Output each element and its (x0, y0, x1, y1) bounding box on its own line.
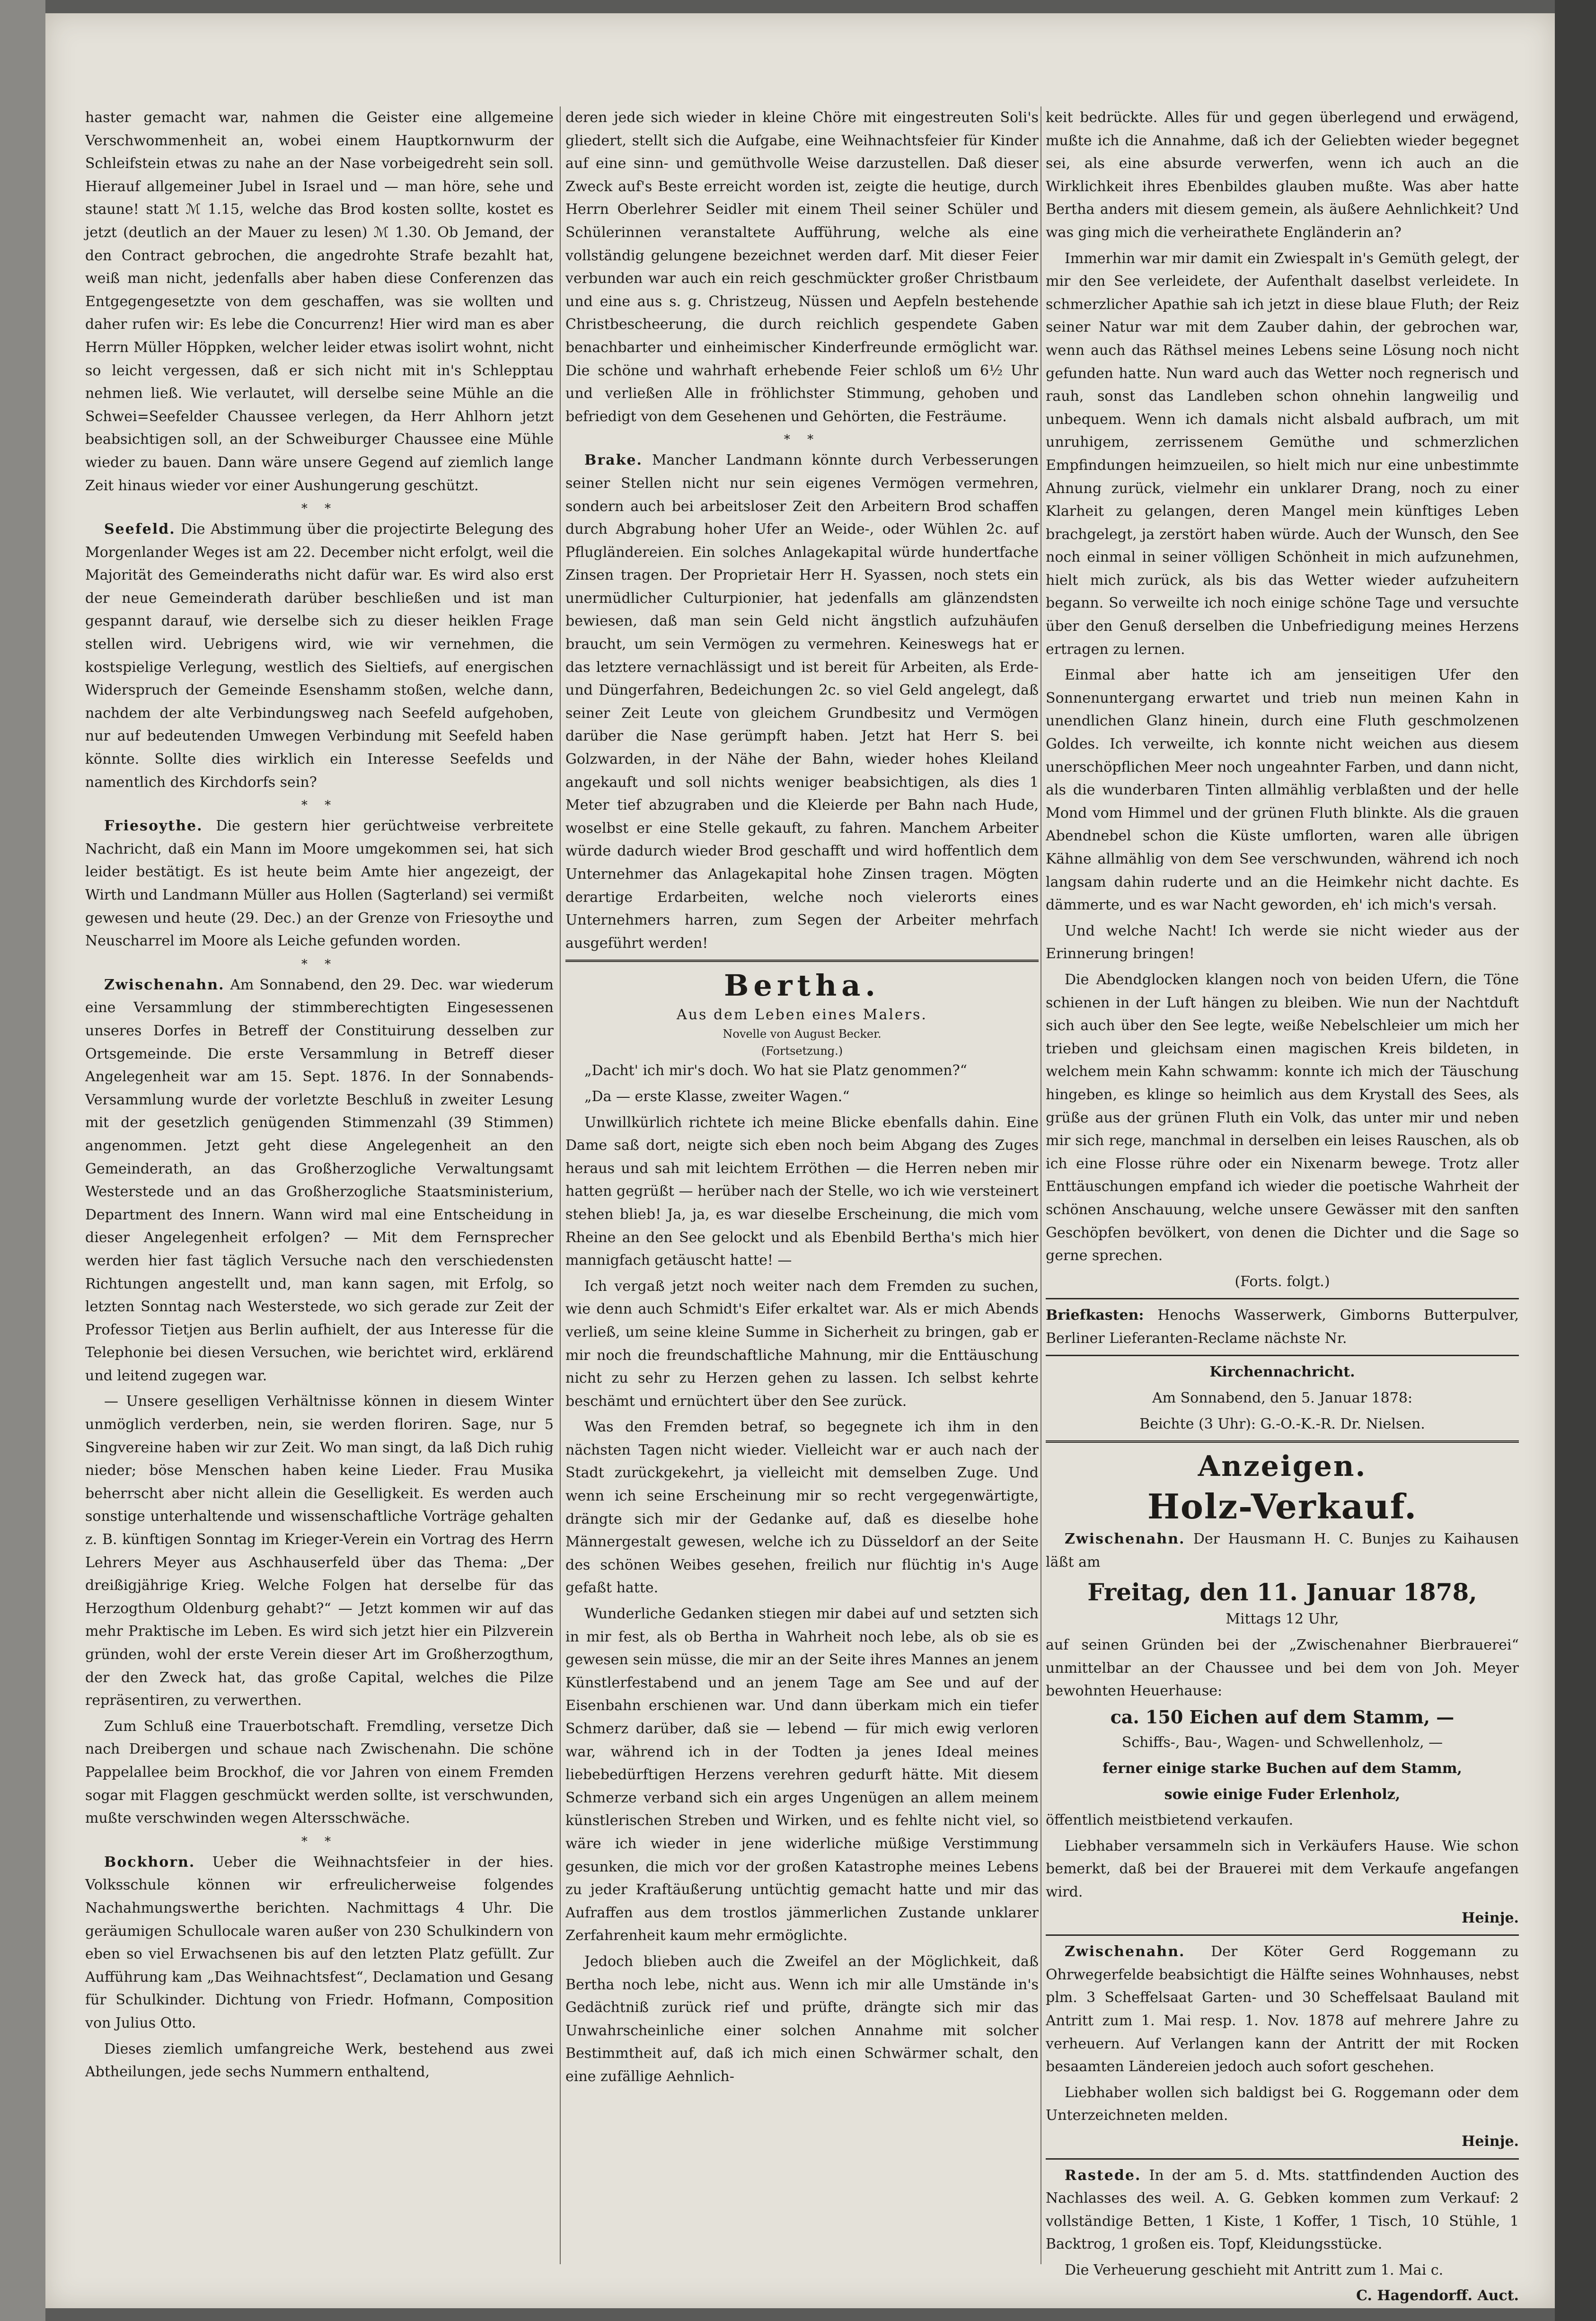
place-zwischenahn: Zwischenahn. (104, 976, 225, 993)
church-news-detail: Beichte (3 Uhr): G.-O.-K.-R. Dr. Nielsen. (1139, 1415, 1425, 1432)
ad-holz-note: Liebhaber versammeln sich in Verkäufers Hause. Wie schon bemerkt, daß bei der Brauerei mit dem Verkaufe angefangen wird. (1046, 1837, 1519, 1900)
article-zwischenahn-2: — Unsere geselligen Verhältnisse können in diesem Winter unmöglich verderben, nein, sie werden floriren. Sage, nur 5 Singvereine haben wir zur Zeit. Wo man singt, da laß Dich ruhig nieder; böse Menschen haben keine Lieder. Frau Musika beherrscht aber nicht allein die Geselligkeit. Es werden auch sonstige unterhaltende und wissenschaftliche Vorträge gehalten z. B. künftigen Sonntag im Krieger-Verein ein Vortrag des Herrn Lehrers Meyer aus Aschhauserfeld über das Thema: „Der dreißigjährige Krieg. Welche Folgen hat derselbe für das Herzogthum Oldenburg gehabt?“ — Jetzt kommen wir auf das mehr Praktische im Leben. Es wird sich jetzt hier ein Pilzverein gründen, wohl der erste Verein dieser Art im Großherzogthum, der den Zweck hat, das große Capital, welches die Pilze repräsentiren, zu verwerthen. (85, 1393, 554, 1709)
article-continuation: deren jede sich wieder in kleine Chöre mit eingestreuten Soli's gliedert, stellt sich die Aufgabe, eine Weihnachtsfeier für Kinder auf eine sinn- und gemüthvolle Weise darzustellen. Daß dieser Zweck auf's Beste erreicht worden ist, zeigte die heutige, durch Herrn Oberlehrer Seidler mit einem Theil seiner Schüler und Schülerinnen veranstaltete Aufführung, welche als eine vollständig gelungene bezeichnet werden darf. Mit dieser Feier verbunden war auch ein reich geschmückter großer Christbaum und eine aus s. g. Christzeug, Nüssen und Aepfeln bestehende Christbescheerung, die durch reichlich gespendete Gaben benachbarter und einheimischer Kinderfreunde ermöglicht war. Die schöne und wahrhaft erhebende Feier schloß um 6½ Uhr und verließen Alle in fröhlichster Stimmung, gehoben und befriedigt von dem Gesehenen und Gehörten, die Festräume. (565, 109, 1039, 425)
story-paragraph: Unwillkürlich richtete ich meine Blicke ebenfalls dahin. Eine Dame saß dort, neigte sich eben noch beim Abgang des Zuges heraus und sah mit leichtem Erröthen — die Herren neben mir hatten gegrüßt — herüber nach der Stelle, wo ich wie versteinert stehen blieb! Ja, ja, es war dieselbe Erscheinung, die mich vom Rheine an den See gelockt und als Ebenbild Bertha's mich hier mannigfach getäuscht hatte! — (565, 1114, 1039, 1269)
section-divider (565, 960, 1039, 962)
column-1 (85, 106, 554, 2283)
section-divider (1046, 1934, 1519, 1936)
place-seefeld: Seefeld. (104, 521, 176, 538)
ad-rastede (1046, 2164, 1519, 2256)
separator-stars: * * (784, 432, 820, 447)
section-divider (1046, 1355, 1519, 1356)
ad-holz-title: Holz-Verkauf. (1147, 1486, 1418, 1527)
serial-author: Novelle von August Becker. (723, 1027, 882, 1041)
separator-stars: * * (301, 798, 338, 813)
briefkasten (1046, 1304, 1519, 1350)
section-divider (1046, 1440, 1519, 1443)
separator-stars: * * (301, 957, 338, 971)
separator-stars: * * (301, 502, 338, 516)
ad-holz-location: auf seinen Gründen bei der „Zwischenahner Bierbrauerei“ unmittelbar an der Chaussee und bei dem von Joh. Meyer bewohnten Heuerhause: (1046, 1637, 1519, 1700)
section-divider (1046, 2158, 1519, 2160)
ad-roggemann (1046, 1941, 1519, 2079)
ad-rastede-note: Die Verheuerung geschieht mit Antritt zum 1. Mai c. (1065, 2261, 1444, 2278)
scan-right-margin (1555, 0, 1596, 2321)
serial-title: Bertha. (724, 968, 880, 1003)
ad-holz-intro (1046, 1528, 1519, 1574)
church-news-title: Kirchennachricht. (1209, 1364, 1355, 1381)
ads-heading: Anzeigen. (1198, 1450, 1367, 1483)
separator-stars: * * (301, 1834, 338, 1849)
scan-left-margin (0, 0, 45, 2321)
article-zwischenahn-3: Zum Schluß eine Trauerbotschaft. Fremdling, versetze Dich nach Dreibergen und schaue nach Zwischenahn. Die schöne Pappelallee beim Brockhof, die vor Jahren von einem Fremden sogar mit Flaggen geschmückt werden sollte, ist verschwunden, mußte verschwinden wegen Altersschwäche. (85, 1718, 554, 1827)
ad-roggemann-text: Der Köter Gerd Roggemann zu Ohrwegerfelde beabsichtigt die Hälfte seines Wohnhauses, nebst plm. 3 Scheffelsaat Garten- und 30 Scheffelsaat Bauland mit Antritt zum 1. Mai resp. 1. Nov. 1878 auf mehrere Jahre zu verheuern. Auf Verlangen kann der Antritt der mit Rocken besaamten Ländereien jedoch auch sofort geschehen. (1046, 1943, 1519, 2075)
church-news-date: Am Sonnabend, den 5. Januar 1878: (1152, 1390, 1413, 1407)
place-zwischenahn: Zwischenahn. (1065, 1531, 1185, 1548)
ad-holz-signature: Heinje. (1461, 1909, 1519, 1926)
story-paragraph: Jedoch blieben auch die Zweifel an der Möglichkeit, daß Bertha noch lebe, nicht aus. Wenn ich mir alle Umstände in's Gedächtniß zurück rief und prüfte, drängte sich mir das Unwahrscheinliche einer solchen Annahme mit solcher Bestimmtheit auf, daß ich mich einen Schwärmer schalt, den eine zufällige Aehnlich- (565, 1953, 1039, 2085)
ad-rastede-signature: C. Hagendorff. Auct. (1356, 2287, 1519, 2304)
to-be-continued: (Forts. folgt.) (1234, 1273, 1330, 1290)
ad-roggemann-signature: Heinje. (1461, 2133, 1519, 2150)
serial-subtitle: Aus dem Leben eines Malers. (677, 1006, 927, 1024)
place-bockhorn: Bockhorn. (104, 1853, 195, 1871)
story-paragraph: keit bedrückte. Alles für und gegen überlegend und erwägend, mußte ich die Annahme, daß ich der Geliebten wieder begegnet sei, als eine absurde verwerfen, wenn ich auch an die Wirklichkeit ihres Ebenbildes glauben mußte. Was aber hatte Bertha anders mit diesem gemein, als äußere Aehnlichkeit? Und was ging mich die verheirathete Engländerin an? (1046, 109, 1519, 241)
article-continuation: haster gemacht war, nahmen die Geister eine allgemeine Verschwommenheit an, wobei einem Hauptkornwurm der Schleifstein etwas zu nahe an der Nase vorbeigedreht sein soll. Hierauf allgemeiner Jubel in Israel und — man höre, sehe und staune! statt ℳ 1.15, welche das Brod kosten sollte, kostet es jetzt (deutlich an der Mauer zu lesen) ℳ 1.30. Ob Jemand, der den Contract gebrochen, die angedrohte Strafe bezahlt hat, weiß man nicht, jedenfalls aber haben diese Conferenzen das Entgegengesetzte von dem geschaffen, was sie wollten und daher rufen wir: Es lebe die Concurrenz! Hier wird man es aber Herrn Müller Höppken, welcher leider etwas isolirt wohnt, nicht so leicht vergessen, daß er sich nicht mit in's Schlepptau nehmen ließ. Wie verlautet, will derselbe seine Mühle an die Schwei=Seefelder Chaussee verlegen, da Herr Ahlhorn jetzt beabsichtigen soll, an der Schweiburger Chaussee eine Mühle wieder zu bauen. Dann wäre unsere Gegend auf ziemlich lange Zeit hinaus wieder vor einer Aushungerung geschützt. (85, 109, 554, 494)
briefkasten-text: Henochs Wasserwerk, Gimborns Butterpulver, Berliner Lieferanten-Reclame nächste Nr. (1046, 1307, 1519, 1347)
serial-continued: (Fortsetzung.) (761, 1044, 843, 1058)
place-friesoythe: Friesoythe. (104, 818, 203, 835)
story-paragraph: Und welche Nacht! Ich werde sie nicht wieder aus der Erinnerung bringen! (1046, 922, 1519, 962)
ad-holz-item: sowie einige Fuder Erlenholz, (1164, 1786, 1401, 1803)
ad-holz-item: Schiffs-, Bau-, Wagen- und Schwellenholz, — (1121, 1734, 1443, 1751)
article-bockhorn (85, 1851, 554, 2035)
ad-holz-intro-text: Der Hausmann H. C. Bunjes zu Kaihausen läßt am (1046, 1531, 1519, 1571)
article-zwischenahn (85, 974, 554, 1388)
story-paragraph: Einmal aber hatte ich am jenseitigen Ufer den Sonnenuntergang erwartet und trieb nun meinen Kahn in unendlichen Glanz hinein, durch eine Fluth geschmolzenen Goldes. Ich verweilte, ich konnte nicht weichen aus diesem unerschöpflichen Meer noch ungeahnter Farben, und dann nicht, als die wunderbaren Tinten allmählig verblaßten und der helle Mond vom Himmel und der grünen Fluth blinkte. Als die grauen Abendnebel schon die Küste umflorten, waren alle übrigen Kähne allmählig von dem See verschwunden, während ich noch langsam dahin ruderte und an die Heimkehr nicht dachte. Es dämmerte, und es war Nacht geworden, eh' ich mich's versah. (1046, 667, 1519, 914)
article-bockhorn-text: Ueber die Weihnachtsfeier in der hies. Volksschule können wir erfreulicherweise folgendes Nachahmungswerthe berichten. Nachmittags 4 Uhr. Die geräumigen Schullocale waren außer von 230 Schulkindern von eben so viel Erwachsenen bis auf den letzten Platz gefüllt. Zur Aufführung kam „Das Weihnachtsfest“, Declamation und Gesang für Schulkinder. Dichtung von Friedr. Hofmann, Composition von Julius Otto. (85, 1853, 554, 2031)
section-divider (1046, 1298, 1519, 1299)
story-paragraph: Ich vergaß jetzt noch weiter nach dem Fremden zu suchen, wie denn auch Schmidt's Eifer erkaltet war. Als er mich Abends verließ, um seine kleine Summe in Sicherheit zu bringen, gab er mir noch die freundschaftliche Mahnung, mir die Enttäuschung nicht zu sehr zu Herzen gehen zu lassen. Ich selbst kehrte beschämt und ernüchtert über den See zurück. (565, 1278, 1039, 1410)
article-seefeld (85, 518, 554, 794)
place-brake: Brake. (584, 452, 643, 469)
article-seefeld-text: Die Abstimmung über die projectirte Belegung des Morgenlander Weges ist am 22. December nicht erfolgt, weil die Majorität des Gemeinderaths nicht dafür war. Es wird also erst der neue Gemeinderath darüber beschließen und ist man gespannt darauf, wie derselbe sich zu dieser heiklen Frage stellen wird. Uebrigens wird, wie wir vernehmen, die kostspielige Verlegung, westlich des Sieltiefs, auf energischen Widerspruch der Gemeinde Esenshamm stoßen, welche dann, nachdem der alte Verbindungsweg nach Seefeld aufgehoben, nur auf bedeutenden Umwegen Verbindung mit Seefeld haben könnte. Sollte dies wirklich ein Interesse Seefelds und namentlich des Kirchdorfs sein? (85, 521, 554, 791)
article-friesoythe (85, 815, 554, 953)
ad-holz-sale: öffentlich meistbietend verkaufen. (1046, 1812, 1294, 1829)
place-rastede: Rastede. (1065, 2167, 1141, 2184)
ad-holz-date: Freitag, den 11. Januar 1878, (1087, 1578, 1477, 1606)
article-brake-text: Mancher Landmann könnte durch Verbesserungen seiner Stellen nicht nur sein eigenes Vermögen vermehren, sondern auch bei arbeitsloser Zeit den Arbeitern Brod schaffen durch Abgrabung hoher Ufer an Weide-, oder Wühlen 2c. auf Pflugländereien. Ein solches Anlagekapital würde hundertfache Zinsen tragen. Der Proprietair Herr H. Syassen, noch stets ein unermüdlicher Culturpionier, hat jedenfalls am glänzendsten bewiesen, daß man sein Geld nicht ängstlich aufzuhäufen braucht, um sein Vermögen zu vermehren. Keineswegs hat er das letztere vernachlässigt und ist bereit für Arbeiten, als Erde- und Düngerfahren, Bedeichungen 2c. so viel Geld angelegt, daß seiner Zeit Leute von gleichem Grundbesitz und Vermögen darüber die Nase gerümpft haben. Jetzt hat Herr S. bei Golzwarden, in der Nähe der Bahn, wieder hohes Kleiland angekauft und soll nichts weniger beabsichtigen, als dies 1 Meter tief abzugraben und die Kleierde per Bahn nach Hude, woselbst er eine Stelle gekauft, zu fahren. Manchem Arbeiter würde dadurch wieder Brod geschafft und wird hoffentlich dem Unternehmer das Anlagekapital hohe Zinsen tragen. Mögten derartige Erdarbeiten, welche noch vielerorts eines Unternehmers harren, zum Segen der Arbeiter mehrfach ausgeführt werden! (565, 452, 1039, 952)
ad-holz-item: ferner einige starke Buchen auf dem Stamm, (1102, 1760, 1462, 1777)
story-paragraph: Immerhin war mir damit ein Zwiespalt in's Gemüth gelegt, der mir den See verleidete, der Aufenthalt daselbst verleidete. In schmerzlicher Apathie sah ich jetzt in diese blaue Fluth; der Reiz seiner Natur war mit dem Zauber dahin, der gebrochen war, wenn auch das Räthsel meines Lebens seine Lösung noch nicht gefunden hatte. Nun ward auch das Wetter noch regnerisch und rauh, sonst das Landleben schon ohnehin langweilig und unbequem. Wenn ich damals nicht alsbald aufbrach, um mit unruhigem, zerrissenem Gemüthe und schmerzlichen Empfindungen heimzueilen, so hielt mich nur eine unbestimmte Ahnung zurück, vielmehr ein unklarer Drang, noch zu einer Klarheit zu gelangen, deren Mangel mein künftiges Leben brachgelegt, ja zerstört haben würde. Auch der Wunsch, den See noch einmal in seiner völligen Schönheit in mich aufzunehmen, hielt mich zurück, als bis das Wetter wieder aufzuheitern begann. So verweilte ich noch einige schöne Tage und versuchte über den Genuß derselben die Unbefriedigung meines Herzens ertragen zu lernen. (1046, 250, 1519, 658)
article-zwischenahn-text: Am Sonnabend, den 29. Dec. war wiederum eine Versammlung der stimmberechtigten Eingesessenen unseres Dorfes in Betreff der Constituirung desselben zur Ortsgemeinde. Die erste Versammlung in Betreff dieser Angelegenheit war am 15. Sept. 1876. In der Sonnabends-Versammlung wurde der vorletzte Beschluß in zweiter Lesung mit der gesetzlich genügenden Stimmenzahl (39 Stimmen) angenommen. Jetzt geht diese Angelegenheit an den Gemeinderath, an das Großherzogliche Verwaltungsamt Westerstede und an das Großherzogliche Staatsministerium, Department des Innern. Wann wird mal eine Entscheidung in dieser Angelegenheit erfolgen? — Mit dem Fernsprecher werden hier fast täglich Versuche nach den verschiedensten Richtungen angestellt und, man kann sagen, mit Erfolg, so letzten Sonntag nach Westerstede, wo sich gerade zur Zeit der Professor Tietjen aus Berlin aufhielt, der aus Interesse für die Telephonie bei diesen Versuchen, wie berichtet wird, erklärend und leitend zugegen war. (85, 976, 554, 1384)
ad-rastede-text: In der am 5. d. Mts. stattfindenden Auction des Nachlasses des weil. A. G. Gebken kommen zum Verkauf: 2 vollständige Betten, 1 Kiste, 1 Koffer, 1 Tisch, 10 Stühle, 1 Backtrog, 1 großen eis. Topf, Kleidungsstücke. (1046, 2167, 1519, 2253)
column-rule-2 (1040, 106, 1041, 2264)
story-paragraph: „Dacht' ich mir's doch. Wo hat sie Platz genommen?“ (584, 1062, 967, 1079)
ad-holz-time: Mittags 12 Uhr, (1226, 1611, 1339, 1628)
story-paragraph: Wunderliche Gedanken stiegen mir dabei auf und setzten sich in mir fest, als ob Bertha in Wahrheit noch lebe, als ob sie es gewesen sein müsse, die mir an der Seite ihres Mannes an jenem Künstlerfestabend und an jenem Tage am See und auf der Eisenbahn erschienen war. Und dann überkam mich ein tiefer Schmerz darüber, daß sie — lebend — für mich ewig verloren war, während ich in der Todten ja jenes Ideal meines liebebedürftigen Herzens verehren gedurft hätte. Mit diesem Schmerze verband sich ein arges Ungenügen an allem meinem künstlerischen Streben und Wirken, und es fehlte nicht viel, so wäre ich wieder in jene widerliche müßige Verstimmung gesunken, die mich vor der großen Katastrophe meines Lebens zu jeder Kraftäußerung untüchtig gemacht hatte und mir das Aufraffen aus dem trostlos jämmerlichen Zustande unklarer Zerfahrenheit kaum mehr ermöglichte. (565, 1606, 1039, 1944)
story-paragraph: Was den Fremden betraf, so begegnete ich ihm in den nächsten Tagen nicht wieder. Vielleicht war er auch nach der Stadt zurückgekehrt, ja vielleicht mit demselben Zuge. Und wenn ich seine Erscheinung mir so recht vergegenwärtigte, drängte sich mir der Gedanke auf, daß es dieselbe hohe Männergestalt gewesen, welche ich zu Düsseldorf an der Seite des schönen Weibes gesehen, freilich nur flüchtig in's Auge gefaßt hatte. (565, 1419, 1039, 1597)
story-paragraph: Die Abendglocken klangen noch von beiden Ufern, die Töne schienen in der Luft hängen zu bleiben. Wie nun der Nachtduft sich auch über den See legte, weiße Nebelschleier um mich her trieben und gleichsam einen magischen Kreis bildeten, in welchem mein Kahn schwamm: konnte ich mich der Täuschung hingeben, es klinge so heimlich aus dem Krystall des Sees, als grüße aus der grünen Fluth ein Volk, das unter mir und neben mir sich rege, manchmal in derselben ein leises Rauschen, als ob ich eine Flosse rühre oder ein Nixenarm bewege. Trotz aller Enttäuschungen empfand ich wieder die poetische Wahrheit der schönen Anschauung, welche unsere Gewässer mit den sanften Geschöpfen bevölkert, von denen die Dichter und die Sage so gerne sprechen. (1046, 971, 1519, 1264)
column-3 (1046, 106, 1519, 2304)
ad-roggemann-contact: Liebhaber wollen sich baldigst bei G. Roggemann oder dem Unterzeichneten melden. (1046, 2084, 1519, 2124)
place-zwischenahn: Zwischenahn. (1065, 1943, 1185, 1960)
column-rule-1 (560, 106, 561, 2264)
story-paragraph: „Da — erste Klasse, zweiter Wagen.“ (584, 1088, 850, 1105)
column-2 (565, 106, 1039, 2283)
briefkasten-label: Briefkasten: (1046, 1307, 1144, 1324)
article-bockhorn-2: Dieses ziemlich umfangreiche Werk, bestehend aus zwei Abtheilungen, jede sechs Nummern enthaltend, (85, 2040, 554, 2081)
article-brake (565, 449, 1039, 955)
ad-holz-item: ca. 150 Eichen auf dem Stamm, — (1110, 1706, 1455, 1728)
article-friesoythe-text: Die gestern hier gerüchtweise verbreitete Nachricht, daß ein Mann im Moore umgekommen sei, hat sich leider bestätigt. Es ist heute beim Amte hier angezeigt, der Wirth und Landmann Müller aus Hollen (Sagterland) sei vermißt gewesen und heute (29. Dec.) an der Grenze von Friesoythe und Neuscharrel im Moore als Leiche gefunden worden. (85, 818, 554, 950)
